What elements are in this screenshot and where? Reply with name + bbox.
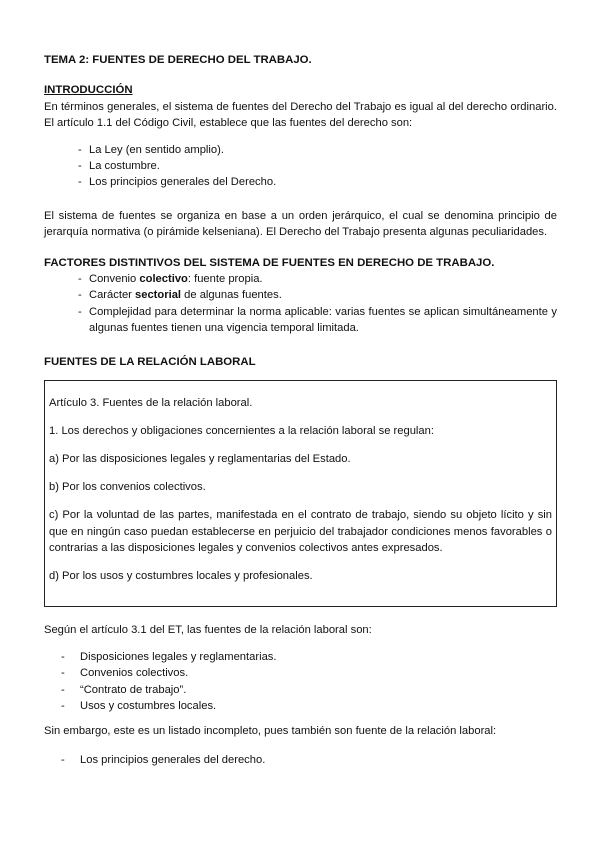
article-paragraph: d) Por los usos y costumbres locales y profesionales.: [49, 569, 313, 582]
list-item: - Usos y costumbres locales.: [44, 698, 557, 714]
additional-sources-list: [44, 752, 557, 768]
list-item: - Convenio colectivo: fuente propia.: [44, 271, 557, 287]
article-title: Artículo 3. Fuentes de la relación laboral.: [49, 397, 253, 410]
intro-paragraph-2: El sistema de fuentes se organiza en base a un orden jerárquico, el cual se denomina principio de jerarquía normativa (o pirámide kelseniana). El Derecho del Trabajo presenta algunas peculiaridades.: [44, 209, 557, 239]
article-paragraph: c) Por la voluntad de las partes, manifestada en el contrato de trabajo, siendo su objeto lícito y sin que en ningún caso puedan establecerse en perjuicio del trabajador condiciones menos favorables o contrarias a las disposiciones legales y convenios colectivos antes expresados.: [49, 509, 552, 554]
article-paragraph: b) Por los convenios colectivos.: [49, 481, 206, 494]
document-title: TEMA 2: FUENTES DE DERECHO DEL TRABAJO.: [44, 54, 312, 66]
factores-list: [44, 271, 557, 337]
list-item: - La costumbre.: [44, 158, 557, 174]
document-page: [44, 52, 557, 768]
list-item: - Disposiciones legales y reglamentarias.: [44, 649, 557, 665]
relacion-sources-list: [44, 649, 557, 715]
segun-paragraph: Según el artículo 3.1 del ET, las fuentes de la relación laboral son:: [44, 624, 372, 637]
relacion-heading: FUENTES DE LA RELACIÓN LABORAL: [44, 355, 256, 368]
list-item: - “Contrato de trabajo”.: [44, 682, 557, 698]
intro-paragraph: En términos generales, el sistema de fuentes del Derecho del Trabajo es igual al del derecho ordinario. El artículo 1.1 del Código Civil, establece que las fuentes del derecho son:: [44, 100, 557, 130]
intro-sources-list: [44, 142, 557, 191]
list-item: - Convenios colectivos.: [44, 665, 557, 681]
sin-embargo-paragraph: Sin embargo, este es un listado incompleto, pues también son fuente de la relación laboral:: [44, 725, 497, 738]
article-paragraph: a) Por las disposiciones legales y reglamentarias del Estado.: [49, 453, 351, 466]
intro-heading: INTRODUCCIÓN: [44, 84, 133, 97]
list-item: - Los principios generales del derecho.: [44, 752, 557, 768]
factores-heading: FACTORES DISTINTIVOS DEL SISTEMA DE FUENTES EN DERECHO DE TRABAJO.: [44, 256, 495, 269]
list-item: - Los principios generales del Derecho.: [44, 174, 557, 190]
list-item: - Carácter sectorial de algunas fuentes.: [44, 287, 557, 303]
list-item: - La Ley (en sentido amplio).: [44, 142, 557, 158]
article-paragraph: 1. Los derechos y obligaciones concernientes a la relación laboral se regulan:: [49, 425, 434, 438]
article-quote-box: [44, 380, 557, 607]
list-item: - Complejidad para determinar la norma aplicable: varias fuentes se aplican simultáneamente y algunas fuentes tienen una vigencia temporal limitada.: [44, 304, 557, 337]
